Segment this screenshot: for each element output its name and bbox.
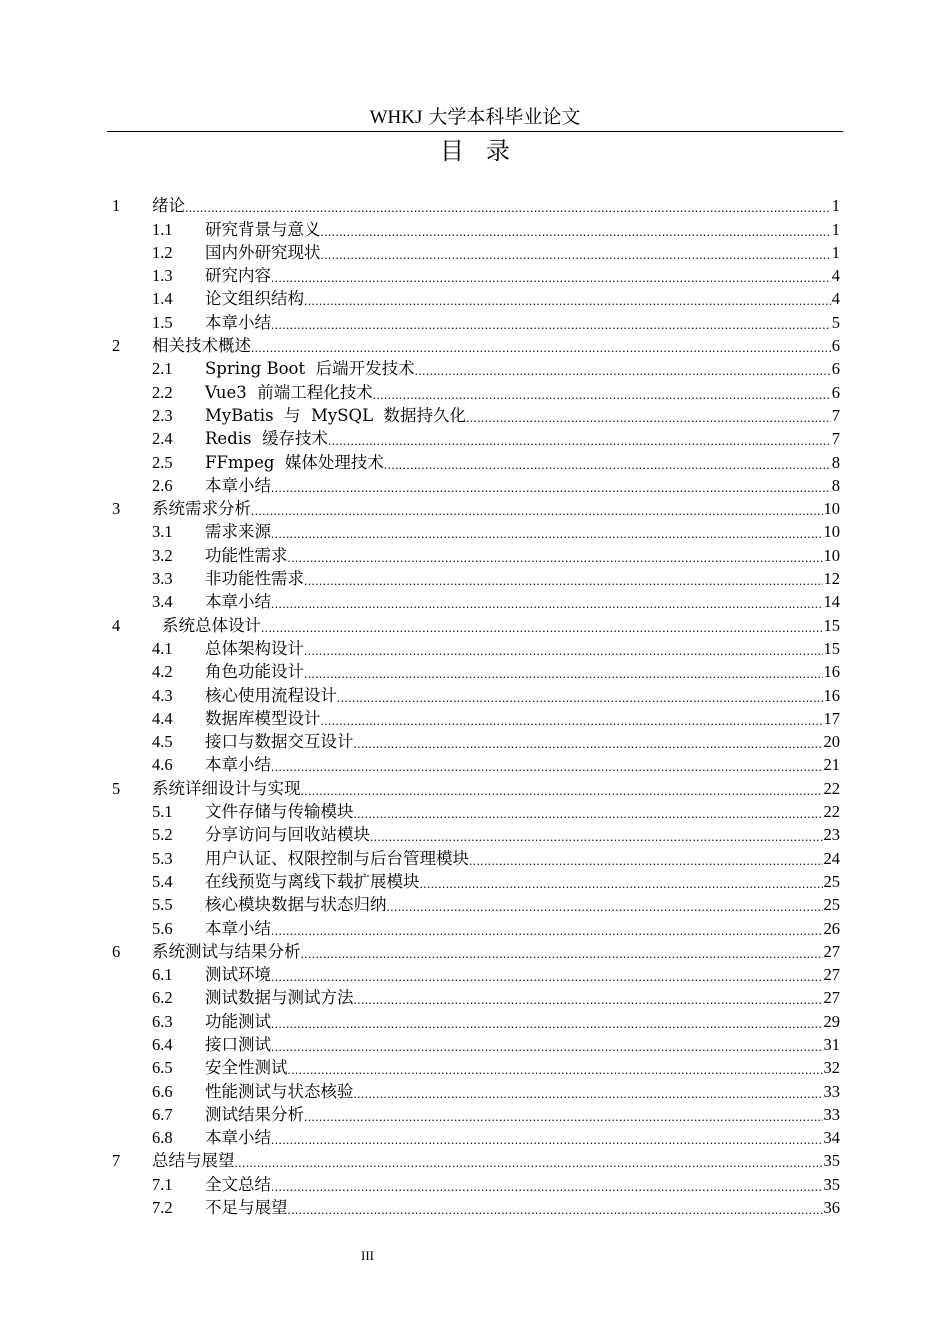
toc-entry-number: 5.3 [152,848,173,868]
toc-entry-page: 7 [831,405,840,425]
toc-entry[interactable] [112,752,840,775]
running-header [107,104,843,130]
toc-entry[interactable] [112,659,840,682]
toc-entry-page: 8 [831,475,840,495]
toc-entry-title: 测试数据与测试方法 [205,988,354,1008]
toc-entry-page: 7 [831,429,840,449]
toc-entry[interactable] [112,1078,840,1101]
toc-entry-title: 本章小结 [205,592,271,612]
toc-entry-page: 16 [823,685,840,705]
toc-entry-title: FFmpeg 媒体处理技术 [205,452,384,472]
toc-entry-page: 16 [823,662,840,682]
toc-dot-leader [301,942,823,962]
toc-entry-title: 系统详细设计与实现 [152,778,301,798]
toc-entry[interactable] [112,449,840,472]
toc-entry[interactable] [112,566,840,589]
toc-entry-page: 29 [823,1011,840,1031]
toc-entry-title: Vue3 前端工程化技术 [205,382,373,402]
toc-dot-leader [261,616,823,636]
toc-dot-leader [271,965,823,985]
toc-entry-number: 6.7 [152,1104,173,1124]
toc-dot-leader [321,709,823,729]
toc-entry-number: 4 [112,615,121,635]
toc-entry-number: 2.6 [152,475,173,495]
toc-entry[interactable] [112,1032,840,1055]
toc-entry-title: 安全性测试 [205,1058,288,1078]
toc-dot-leader [271,1035,823,1055]
toc-entry-number: 4.4 [152,708,173,728]
toc-dot-leader [271,313,831,333]
toc-entry-number: 5.4 [152,871,173,891]
toc-entry-number: 1 [112,196,121,216]
toc-entry-page: 5 [831,312,840,332]
toc-entry[interactable] [112,1055,840,1078]
toc-entry-title: 功能性需求 [205,545,288,565]
toc-entry[interactable] [112,333,840,356]
toc-entry-page: 12 [823,569,840,589]
toc-entry-number: 7.2 [152,1198,173,1218]
toc-dot-leader [420,872,823,892]
toc-dot-leader [304,662,823,682]
toc-entry-number: 2.2 [152,382,173,402]
toc-entry-number: 2 [112,336,121,356]
toc-entry[interactable] [112,496,840,519]
toc-entry-number: 3.2 [152,545,173,565]
header-text: 大学本科毕业论文 [428,106,581,128]
toc-entry-title: 研究背景与意义 [205,219,321,239]
toc-entry[interactable] [112,799,840,822]
page-number: III [361,1248,374,1263]
toc-entry[interactable] [112,193,840,216]
toc-entry[interactable] [112,1148,840,1171]
toc-entry-page: 34 [823,1128,840,1148]
toc-entry-title: 分享访问与回收站模块 [205,825,370,845]
toc-entry-page: 6 [831,336,840,356]
toc-entry-page: 1 [831,196,840,216]
toc-entry[interactable] [112,869,840,892]
toc-entry-title: 数据库模型设计 [205,708,321,728]
toc-entry-number: 1.3 [152,266,173,286]
toc-dot-leader [271,1128,823,1148]
toc-entry-page: 25 [823,871,840,891]
toc-entry-page: 36 [823,1198,840,1218]
toc-dot-leader [354,988,823,1008]
toc-entry[interactable] [112,822,840,845]
toc-entry-number: 5.5 [152,895,173,915]
toc-entry[interactable] [112,240,840,263]
toc-dot-leader [370,825,823,845]
toc-entry[interactable] [112,915,840,938]
toc-entry-page: 25 [823,895,840,915]
toc-entry-title: 功能测试 [205,1011,271,1031]
toc-entry-number: 5.6 [152,918,173,938]
toc-entry-number: 6.1 [152,965,173,985]
toc-dot-leader [304,569,823,589]
toc-entry[interactable] [112,309,840,332]
toc-dot-leader [235,1151,823,1171]
toc-dot-leader [469,849,823,869]
toc-dot-leader [288,1058,823,1078]
toc-entry-title: 本章小结 [205,918,271,938]
toc-entry-title: MyBatis 与 MySQL 数据持久化 [205,405,467,425]
toc-dot-leader [373,383,831,403]
toc-entry-title: 文件存储与传输模块 [205,802,354,822]
toc-entry-page: 15 [823,615,840,635]
toc-entry-title: 系统测试与结果分析 [152,941,301,961]
toc-entry-title: 非功能性需求 [205,569,304,589]
toc-entry-title: 需求来源 [205,522,271,542]
toc-entry-page: 17 [823,708,840,728]
toc-entry-number: 3 [112,499,121,519]
toc-entry-number: 6.4 [152,1034,173,1054]
toc-entry-title: 相关技术概述 [152,336,251,356]
toc-entry-page: 10 [823,545,840,565]
toc-entry[interactable] [112,682,840,705]
toc-entry[interactable] [112,892,840,915]
toc-dot-leader [384,453,831,473]
toc-entry-number: 3.4 [152,592,173,612]
toc-entry-page: 4 [831,266,840,286]
toc-entry-page: 33 [823,1081,840,1101]
toc-entry-number: 4.6 [152,755,173,775]
toc-entry-page: 27 [823,988,840,1008]
toc-entry-number: 6 [112,941,121,961]
toc-entry-title: 全文总结 [205,1174,271,1194]
toc-entry-title: 本章小结 [205,475,271,495]
toc-dot-leader [415,359,831,379]
toc-entry-number: 3.3 [152,569,173,589]
toc-entry[interactable] [112,356,840,379]
toc-entry-number: 1.5 [152,312,173,332]
toc-entry[interactable] [112,1125,840,1148]
toc-entry-page: 23 [823,825,840,845]
toc-dot-leader [301,779,823,799]
toc-dot-leader [271,592,823,612]
toc-entry-page: 15 [823,638,840,658]
toc-entry-title: Redis 缓存技术 [205,429,328,449]
toc-dot-leader [354,1082,823,1102]
toc-entry[interactable] [112,286,840,309]
toc-dot-leader [337,686,823,706]
toc-entry-page: 14 [823,592,840,612]
toc-entry-number: 1.2 [152,242,173,262]
toc-entry-number: 4.5 [152,732,173,752]
toc-entry-title: 研究内容 [205,266,271,286]
toc-dot-leader [271,1175,823,1195]
toc-dot-leader [354,802,823,822]
toc-dot-leader [271,522,823,542]
toc-entry[interactable] [112,1102,840,1125]
toc-entry-title: 不足与展望 [205,1198,288,1218]
toc-entry-number: 1.1 [152,219,173,239]
toc-entry[interactable] [112,473,840,496]
header-rule [107,131,843,132]
toc-entry-title: 总体架构设计 [205,638,304,658]
toc-entry-page: 10 [823,499,840,519]
toc-entry[interactable] [112,939,840,962]
toc-entry[interactable] [112,636,840,659]
toc-entry-title: 接口与数据交互设计 [205,732,354,752]
toc-dot-leader [304,289,831,309]
table-of-contents [112,193,840,1218]
toc-entry-title: 本章小结 [205,755,271,775]
toc-entry[interactable] [112,216,840,239]
toc-entry[interactable] [112,542,840,565]
toc-entry-page: 10 [823,522,840,542]
toc-entry-number: 2.1 [152,359,173,379]
toc-entry-number: 7.1 [152,1174,173,1194]
toc-entry-page: 6 [831,382,840,402]
toc-entry-number: 4.2 [152,662,173,682]
toc-entry-title: 总结与展望 [152,1151,235,1171]
toc-entry-number: 5 [112,778,121,798]
toc-entry-number: 6.2 [152,988,173,1008]
toc-entry[interactable] [112,263,840,286]
toc-entry-title: 测试结果分析 [205,1104,304,1124]
toc-dot-leader [321,243,831,263]
toc-dot-leader [271,266,831,286]
toc-entry[interactable] [112,985,840,1008]
toc-dot-leader [271,755,823,775]
toc-entry-number: 3.1 [152,522,173,542]
toc-entry-number: 2.4 [152,429,173,449]
toc-dot-leader [288,1198,823,1218]
toc-entry-page: 22 [823,778,840,798]
toc-entry-title: 论文组织结构 [205,289,304,309]
toc-entry-number: 1.4 [152,289,173,309]
toc-entry-page: 32 [823,1058,840,1078]
toc-dot-leader [466,406,831,426]
toc-entry-number: 4.1 [152,638,173,658]
toc-entry-number: 7 [112,1151,121,1171]
toc-dot-leader [387,895,823,915]
toc-entry[interactable] [112,589,840,612]
toc-entry-page: 27 [823,965,840,985]
toc-entry-number: 2.5 [152,452,173,472]
toc-dot-leader [185,196,831,216]
toc-entry-title: 绪论 [152,196,185,216]
toc-entry-title: 系统需求分析 [152,499,251,519]
toc-entry-number: 5.1 [152,802,173,822]
toc-entry-page: 33 [823,1104,840,1124]
toc-entry[interactable] [112,845,840,868]
toc-entry[interactable] [112,962,840,985]
toc-entry[interactable] [112,379,840,402]
toc-entry-title: 本章小结 [205,1128,271,1148]
toc-entry[interactable] [112,775,840,798]
toc-entry[interactable] [112,1195,840,1218]
toc-entry-page: 24 [823,848,840,868]
toc-entry-number: 6.3 [152,1011,173,1031]
toc-entry-title: 本章小结 [205,312,271,332]
toc-entry-number: 5.2 [152,825,173,845]
toc-dot-leader [271,476,831,496]
toc-entry[interactable] [112,519,840,542]
toc-entry-title: 在线预览与离线下载扩展模块 [205,871,420,891]
toc-entry-page: 35 [823,1174,840,1194]
toc-entry-page: 8 [831,452,840,472]
toc-dot-leader [304,639,823,659]
toc-entry-page: 31 [823,1034,840,1054]
toc-dot-leader [288,546,823,566]
toc-entry-page: 6 [831,359,840,379]
toc-entry-page: 1 [831,242,840,262]
toc-entry[interactable] [112,403,840,426]
toc-entry[interactable] [112,706,840,729]
toc-entry-title: 核心使用流程设计 [205,685,337,705]
toc-entry-page: 20 [823,732,840,752]
header-university-code: WHKJ [369,107,423,128]
toc-title: 目录 [440,137,532,165]
toc-entry-number: 4.3 [152,685,173,705]
toc-entry-number: 6.6 [152,1081,173,1101]
toc-entry-page: 22 [823,802,840,822]
toc-dot-leader [271,1012,823,1032]
toc-entry[interactable] [112,612,840,635]
toc-entry-title: 用户认证、权限控制与后台管理模块 [205,848,469,868]
toc-entry-page: 4 [831,289,840,309]
toc-entry-title: Spring Boot 后端开发技术 [205,359,415,379]
toc-entry-page: 35 [823,1151,840,1171]
toc-dot-leader [321,220,831,240]
toc-entry-page: 21 [823,755,840,775]
toc-dot-leader [304,1105,823,1125]
toc-entry-title: 接口测试 [205,1034,271,1054]
toc-entry-title: 系统总体设计 [162,615,261,635]
toc-entry-title: 测试环境 [205,965,271,985]
toc-entry-page: 1 [831,219,840,239]
toc-entry-number: 6.5 [152,1058,173,1078]
toc-entry-page: 27 [823,941,840,961]
toc-entry-title: 性能测试与状态核验 [205,1081,354,1101]
toc-entry[interactable] [112,1171,840,1194]
toc-entry-title: 核心模块数据与状态归纳 [205,895,387,915]
toc-dot-leader [354,732,823,752]
toc-entry-title: 国内外研究现状 [205,242,321,262]
toc-entry-page: 26 [823,918,840,938]
toc-entry-number: 6.8 [152,1128,173,1148]
toc-dot-leader [251,336,831,356]
toc-dot-leader [328,429,831,449]
toc-entry-title: 角色功能设计 [205,662,304,682]
toc-entry[interactable] [112,426,840,449]
toc-entry[interactable] [112,1008,840,1031]
toc-dot-leader [251,499,823,519]
toc-entry-number: 2.3 [152,405,173,425]
toc-entry[interactable] [112,729,840,752]
toc-dot-leader [271,919,823,939]
